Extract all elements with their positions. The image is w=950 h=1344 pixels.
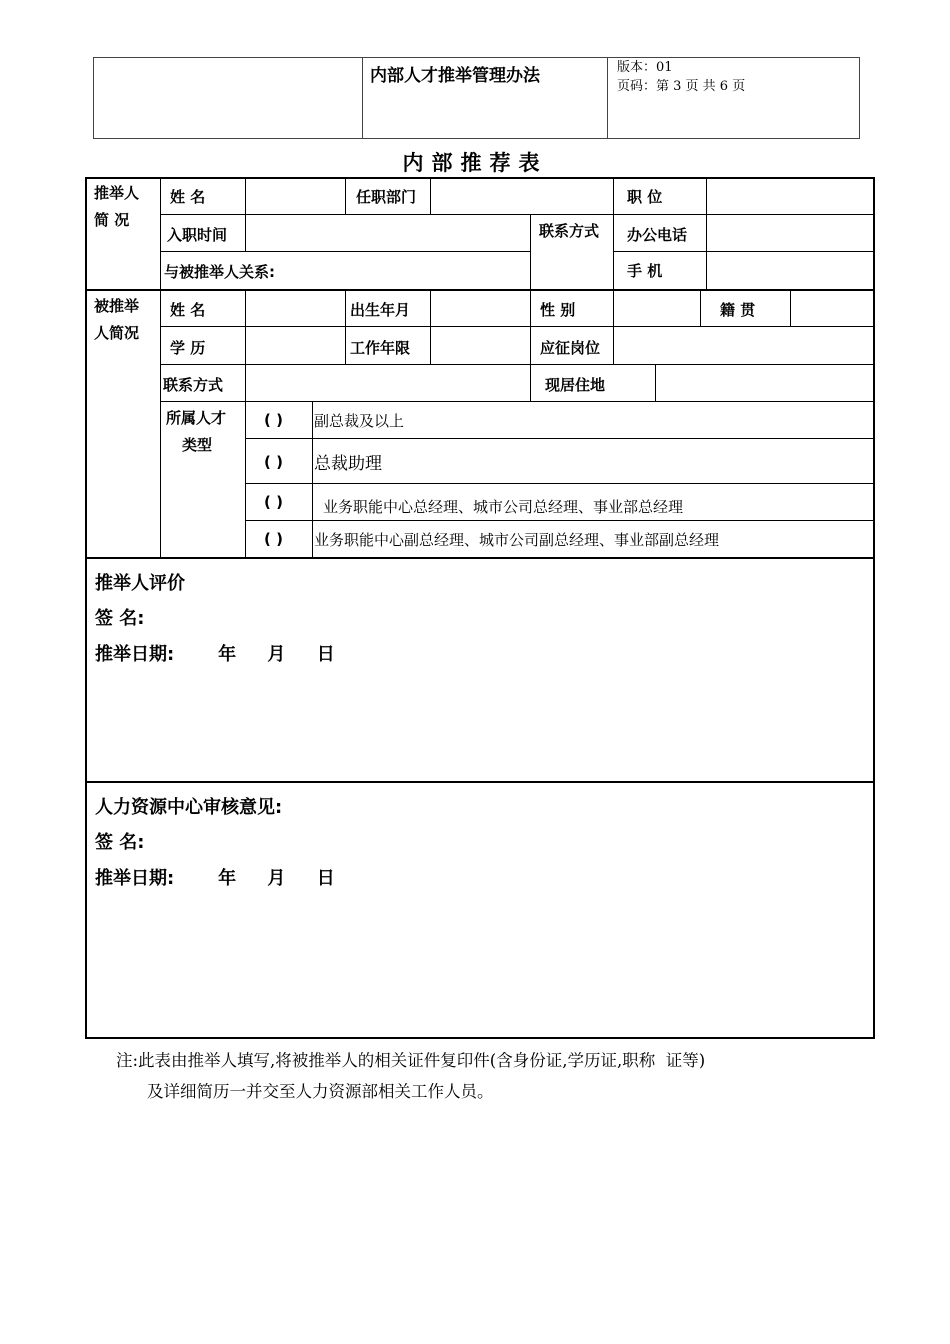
nominee-talent-type-label: 所属人才: [166, 409, 227, 427]
option-checkbox[interactable]: ( ): [264, 530, 283, 548]
nominee-section-label: 被推举: [94, 297, 140, 315]
option-label: 业务职能中心副总经理、城市公司副总经理、事业部副总经理: [314, 531, 720, 549]
nominee-contact-label: 联系方式: [163, 376, 224, 394]
header-divider: [607, 58, 608, 138]
nominee-name-label: 姓 名: [170, 301, 206, 319]
recommender-name-label: 姓 名: [170, 188, 206, 206]
hr-review-sign-label: 签 名:: [95, 832, 145, 853]
option-checkbox[interactable]: ( ): [264, 411, 283, 429]
nominee-education-label: 学 历: [170, 339, 206, 357]
note-line: 注:此表由推举人填写,将被推举人的相关证件复印件(含身份证,学历证,职称 证等): [116, 1051, 706, 1070]
option-checkbox[interactable]: ( ): [264, 453, 283, 471]
option-label: 副总裁及以上: [314, 412, 405, 430]
recommender-department-label: 任职部门: [356, 188, 417, 206]
recommender-join-date-label: 入职时间: [167, 226, 228, 244]
recommender-contact-label: 联系方式: [539, 222, 600, 240]
nominee-talent-type-label: 类型: [182, 436, 213, 454]
nominee-gender-label: 性 别: [540, 301, 576, 319]
recommender-section-label: 推举人: [94, 184, 140, 202]
evaluation-date-label: 推举日期: 年 月 日: [95, 644, 335, 665]
option-label: 业务职能中心总经理、城市公司总经理、事业部总经理: [323, 498, 684, 516]
evaluation-sign-label: 签 名:: [95, 608, 145, 629]
nominee-residence-label: 现居住地: [545, 376, 606, 394]
recommender-section-label: 简 况: [94, 211, 130, 229]
header-page: 页码：第 3 页 共 6 页: [617, 79, 746, 94]
hr-review-title: 人力资源中心审核意见:: [95, 797, 283, 818]
nominee-origin-label: 籍 贯: [720, 301, 756, 319]
hr-review-date-label: 推举日期: 年 月 日: [95, 868, 335, 889]
header-title: 内部人才推举管理办法: [370, 66, 540, 86]
evaluation-title: 推举人评价: [95, 573, 185, 594]
nominee-applied-post-label: 应征岗位: [540, 339, 601, 357]
recommender-mobile-label: 手 机: [627, 262, 663, 280]
recommender-position-label: 职 位: [627, 188, 663, 206]
nominee-work-years-label: 工作年限: [350, 339, 411, 357]
header-divider: [362, 58, 363, 138]
recommender-relation-label: 与被推举人关系:: [164, 263, 275, 281]
nominee-birth-label: 出生年月: [350, 301, 411, 319]
nominee-section-label: 人简况: [94, 324, 140, 342]
header-version: 版本：01: [617, 60, 673, 75]
recommender-office-phone-label: 办公电话: [627, 226, 688, 244]
form-title: 内部推荐表: [402, 151, 548, 175]
option-label: 总裁助理: [314, 454, 382, 474]
note-line: 及详细简历一并交至人力资源部相关工作人员。: [147, 1082, 494, 1101]
option-checkbox[interactable]: ( ): [264, 493, 283, 511]
